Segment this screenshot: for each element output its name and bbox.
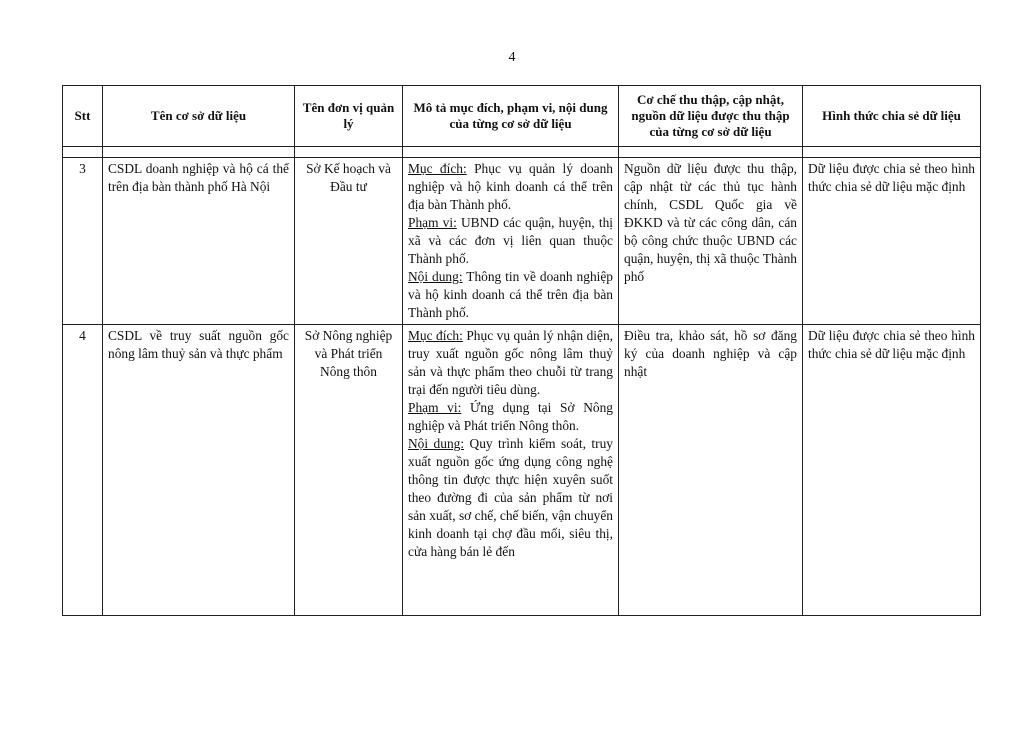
row-description [403, 325, 619, 616]
row-db-name: CSDL doanh nghiệp và hộ cá thể trên địa bàn thành phố Hà Nội [103, 158, 295, 325]
table-header-row [63, 86, 981, 147]
scope-text: UBND các quận, huyện, thị xã và các đơn vị liên quan thuộc Thành phố. [408, 215, 613, 266]
table-row [63, 158, 981, 325]
row-description [403, 158, 619, 325]
row-db-name: CSDL về truy suất nguồn gốc nông lâm thuỷ sản và thực phẩm [103, 325, 295, 616]
content-label: Nội dung: [408, 269, 463, 284]
header-sharing: Hình thức chia sẻ dữ liệu [803, 86, 981, 147]
header-description: Mô tả mục đích, phạm vi, nội dung của từng cơ sở dữ liệu [403, 86, 619, 147]
content-paragraph [408, 435, 613, 561]
header-mechanism: Cơ chế thu thập, cập nhật, nguồn dữ liệu được thu thập của từng cơ sở dữ liệu [619, 86, 803, 147]
page-number: 4 [508, 50, 516, 65]
purpose-label: Mục đích: [408, 328, 463, 343]
row-mechanism: Nguồn dữ liệu được thu thập, cập nhật từ các thủ tục hành chính, CSDL Quốc gia về ĐKKD và từ các công dân, cán bộ công chức thuộc UBND các quận, huyện, thị xã thuộc Thành phố [619, 158, 803, 325]
content-paragraph [408, 268, 613, 322]
scope-label: Phạm vi: [408, 400, 462, 415]
row-unit: Sở Nông nghiệp và Phát triển Nông thôn [295, 325, 403, 616]
purpose-label: Mục đích: [408, 161, 467, 176]
row-sharing: Dữ liệu được chia sẻ theo hình thức chia sẻ dữ liệu mặc định [803, 325, 981, 616]
database-table [62, 85, 981, 616]
row-stt: 3 [63, 158, 103, 325]
content-text: Quy trình kiểm soát, truy xuất nguồn gốc ứng dụng công nghệ thông tin được thực hiện xuyên suốt theo đường đi của sản phẩm từ nơi sản xuất, sơ chế, chế biến, vận chuyển kinh doanh tại chợ đầu mối, siêu thị, cửa hàng bán lẻ đến [408, 436, 613, 559]
purpose-text: Phục vụ quản lý doanh nghiệp và hộ kinh doanh cá thể trên địa bàn Thành phố. [408, 161, 613, 212]
scope-text: Ứng dụng tại Sở Nông nghiệp và Phát triển Nông thôn. [408, 400, 613, 433]
row-stt: 4 [63, 325, 103, 616]
scope-label: Phạm vi: [408, 215, 457, 230]
row-mechanism: Điều tra, khảo sát, hồ sơ đăng ký của doanh nghiệp và cập nhật [619, 325, 803, 616]
purpose-paragraph [408, 160, 613, 214]
content-label: Nội dung: [408, 436, 465, 451]
row-sharing: Dữ liệu được chia sẻ theo hình thức chia sẻ dữ liệu mặc định [803, 158, 981, 325]
header-db-name: Tên cơ sở dữ liệu [103, 86, 295, 147]
row-unit: Sở Kế hoạch và Đầu tư [295, 158, 403, 325]
purpose-paragraph [408, 327, 613, 399]
scope-paragraph [408, 399, 613, 435]
content-text: Thông tin về doanh nghiệp và hộ kinh doanh cá thể trên địa bàn Thành phố. [408, 269, 613, 320]
spacer-row [63, 147, 981, 158]
purpose-text: Phục vụ quản lý nhận diện, truy xuất nguồn gốc nông lâm thuỷ sản và thực phẩm theo chuỗi từ trang trại đến người tiêu dùng. [408, 328, 613, 397]
table-row [63, 325, 981, 616]
header-stt: Stt [63, 86, 103, 147]
scope-paragraph [408, 214, 613, 268]
header-unit: Tên đơn vị quản lý [295, 86, 403, 147]
